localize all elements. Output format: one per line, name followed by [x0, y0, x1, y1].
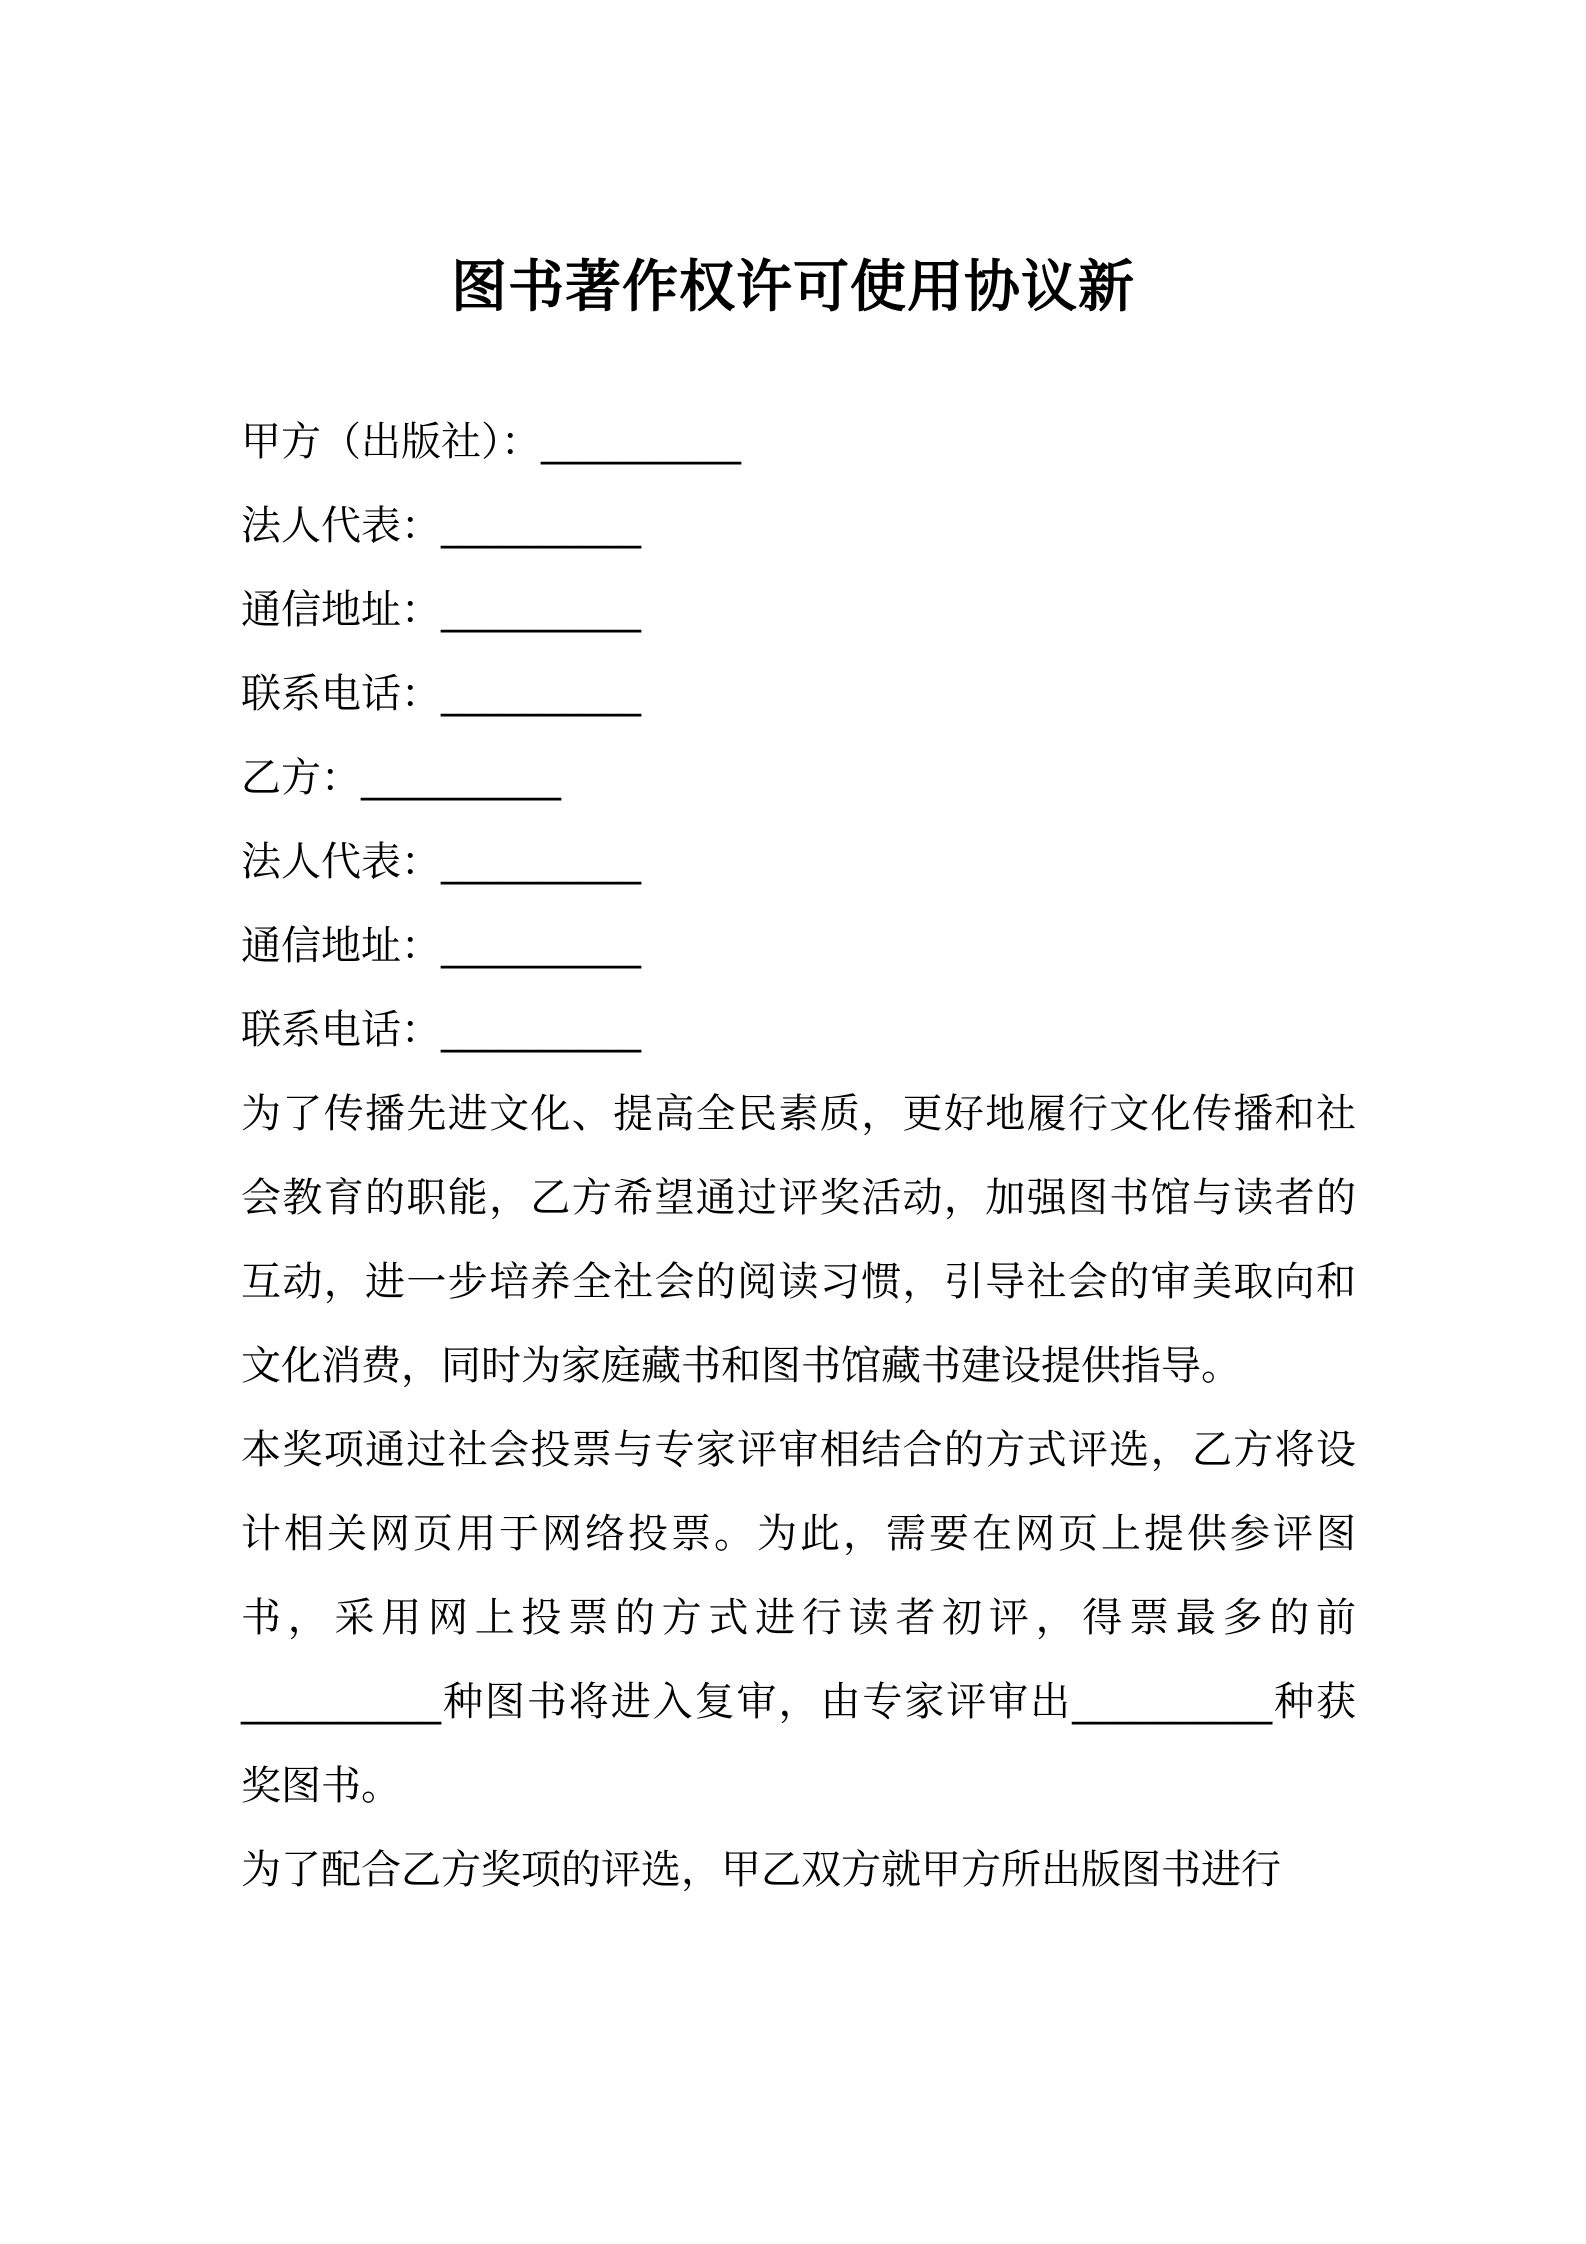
document-body	[241, 400, 1356, 1912]
party-a-phone-line: 联系电话：__________	[241, 671, 641, 717]
party-b-name-line: 乙方：__________	[241, 755, 561, 801]
party-b-phone-line: 联系电话：__________	[241, 1007, 641, 1053]
document-title: 图书著作权许可使用协议新	[451, 255, 1135, 320]
party-a-name-line: 甲方（出版社）：__________	[241, 419, 741, 465]
party-b-legal-rep-line: 法人代表：__________	[241, 839, 641, 885]
party-a-address-line: 通信地址：__________	[241, 587, 641, 633]
paragraph-agreement-intro: 为了配合乙方奖项的评选，甲乙双方就甲方所出版图书进行	[241, 1847, 1281, 1893]
paragraph-evaluation-method: 本奖项通过社会投票与专家评审相结合的方式评选，乙方将设计相关网页用于网络投票。为此，需要在网页上提供参评图书，采用网上投票的方式进行读者初评，得票最多的前__________种图书将进入复审，由专家评审出__________种获奖图书。	[241, 1427, 1356, 1809]
paragraph-purpose: 为了传播先进文化、提高全民素质，更好地履行文化传播和社会教育的职能，乙方希望通过评奖活动，加强图书馆与读者的互动，进一步培养全社会的阅读习惯，引导社会的审美取向和文化消费，同时为家庭藏书和图书馆藏书建设提供指导。	[241, 1091, 1356, 1389]
party-a-legal-rep-line: 法人代表：__________	[241, 503, 641, 549]
party-b-address-line: 通信地址：__________	[241, 923, 641, 969]
